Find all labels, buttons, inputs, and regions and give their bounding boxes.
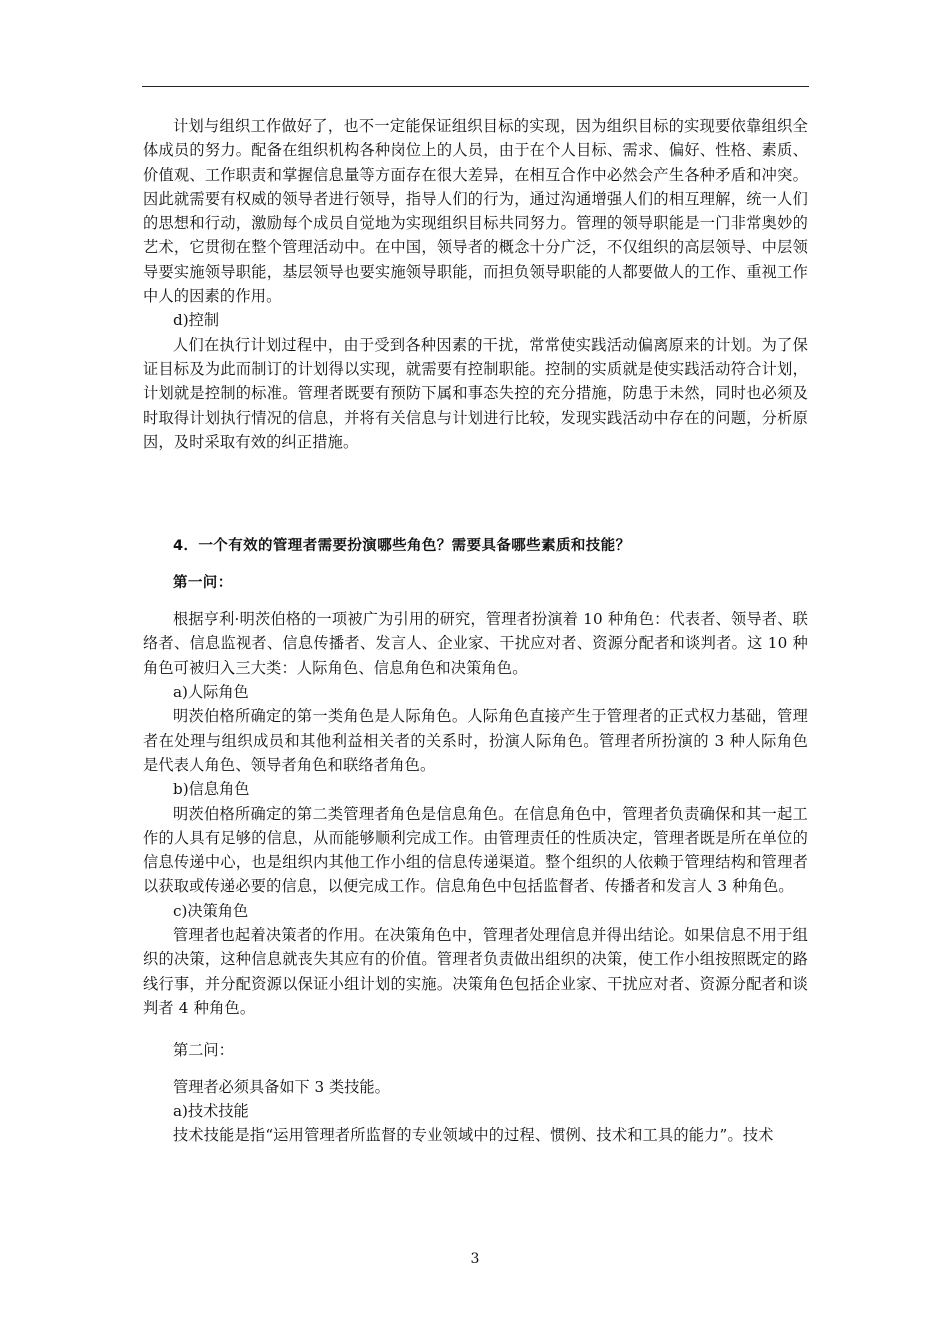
question-4-heading: 4．一个有效的管理者需要扮演哪些角色？需要具备哪些素质和技能？ [173,538,631,555]
paragraph-technical-skill: 技术技能是指“运用管理者所监督的专业领域中的过程、惯例、技术和工具的能力”。技术 [173,1126,774,1145]
header-rule [142,86,809,87]
paragraph-informational-role: 明茨伯格所确定的第二类管理者角色是信息角色。在信息角色中，管理者负责确保和其一起工作的人具有足够的信息，从而能够顺利完成工作。由管理责任的性质决定，管理者既是所在单位的信息传递中心，也是组织内其他工作小组的信息传递渠道。整个组织的人依赖于管理结构和管理者以获取或传递必要的信息，以便完成工作。信息角色中包括监督者、传播者和发言人 3 种角色。 [143,804,808,896]
first-question-label: 第一问： [173,575,233,592]
paragraph-leading-function: 计划与组织工作做好了，也不一定能保证组织目标的实现，因为组织目标的实现要依靠组织全体成员的努力。配备在组织机构各种岗位上的人员，由于在个人目标、需求、偏好、性格、素质、价值观、工作职责和掌握信息量等方面存在很大差异，在相互合作中必然会产生各种矛盾和冲突。因此就需要有权威的领导者进行领导，指导人们的行为，通过沟通增强人们的相互理解，统一人们的思想和行动，激励每个成员自觉地为实现组织目标共同努力。管理的领导职能是一门非常奥妙的艺术，它贯彻在整个管理活动中。在中国，领导者的概念十分广泛，不仅组织的高层领导、中层领导要实施领导职能，基层领导也要实施领导职能，而担负领导职能的人都要做人的工作、重视工作中人的因素的作用。 [143,117,808,306]
page-body [143,114,808,1147]
page-number: 3 [470,1251,480,1267]
spacer [143,454,808,534]
paragraph-decisional-role: 管理者也起着决策者的作用。在决策角色中，管理者处理信息并得出结论。如果信息不用于组织的决策，这种信息就丧失其应有的价值。管理者负责做出组织的决策，使工作小组按照既定的路线行事，并分配资源以保证小组计划的实施。决策角色包括企业家、干扰应对者、资源分配者和谈判者 4 种角色。 [143,926,808,1017]
heading-interpersonal-role: a)人际角色 [173,683,249,702]
skills-intro: 管理者必须具备如下 3 类技能。 [173,1077,390,1096]
spacer [143,595,808,607]
spacer [143,1063,808,1075]
paragraph-interpersonal-role: 明茨伯格所确定的第一类角色是人际角色。人际角色直接产生于管理者的正式权力基础，管理者在处理与组织成员和其他利益相关者的关系时，扮演人际角色。管理者所扮演的 3 种人际角色是代表人角色、领导者角色和联络者角色。 [143,707,808,774]
heading-technical-skill: a)技术技能 [173,1101,249,1120]
heading-control: d)控制 [173,311,220,330]
heading-informational-role: b)信息角色 [173,780,250,799]
spacer [143,1020,808,1038]
paragraph-control: 人们在执行计划过程中，由于受到各种因素的干扰，常常使实践活动偏离原来的计划。为了保证目标及为此而制订的计划得以实现，就需要有控制职能。控制的实质就是使实践活动符合计划，计划就是控制的标准。管理者既要有预防下属和事态失控的充分措施，防患于未然，同时也必须及时取得计划执行情况的信息，并将有关信息与计划进行比较，发现实践活动中存在的问题，分析原因，及时采取有效的纠正措施。 [143,335,808,451]
heading-decisional-role: c)决策角色 [173,901,249,920]
spacer [143,558,808,571]
paragraph-mintzberg-intro: 根据亨利·明茨伯格的一项被广为引用的研究，管理者扮演着 10 种角色：代表者、领导者、联络者、信息监视者、信息传播者、发言人、企业家、干扰应对者、资源分配者和谈判者。这 10 种角色可被归入三大类：人际角色、信息角色和决策角色。 [143,610,808,677]
second-question-label: 第二问： [173,1041,234,1060]
